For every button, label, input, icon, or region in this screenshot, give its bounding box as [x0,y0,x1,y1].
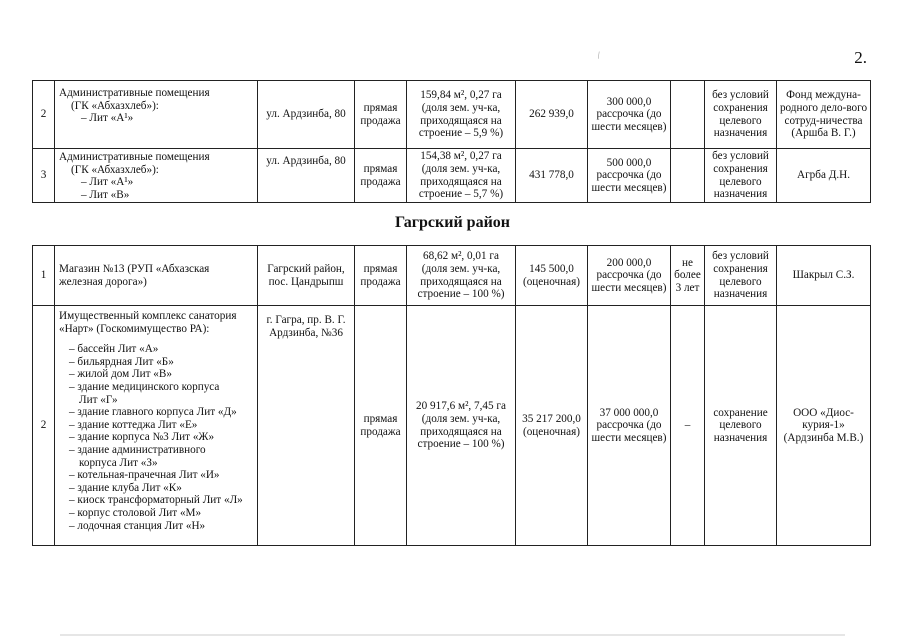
area-cell: 159,84 м², 0,27 га (доля зем. уч-ка, приходящаяся на строение – 5,9 %) [407,81,516,149]
term-cell [671,81,705,149]
method-cell: прямая продажа [355,81,407,149]
term-cell: не более 3 лет [671,246,705,306]
area-cell: 20 917,6 м², 7,45 га (доля зем. уч-ка, приходящаяся на строение – 100 %) [407,306,516,546]
price-cell: 262 939,0 [516,81,588,149]
price-cell: 431 778,0 [516,149,588,203]
object-cell [55,149,258,203]
object-line: «Нарт» (Госкомимущество РА): [59,322,210,335]
object-line: – Лит «В» [81,188,130,201]
object-line: Административные помещения [59,151,210,163]
conditions-cell: сохранение целевого назначения [705,306,777,546]
building-item: Лит «Г» [79,393,118,406]
object-line: (ГК «Абхазхлеб»): [71,99,159,112]
payment-cell: 200 000,0 рассрочка (до шести месяцев) [588,246,671,306]
payment-cell: 37 000 000,0 рассрочка (до шести месяцев) [588,306,671,546]
row-number: 2 [33,306,55,546]
price-cell: 145 500,0 (оценочная) [516,246,588,306]
object-line: Магазин №13 (РУП «Абхазская [59,262,210,275]
term-cell: – [671,306,705,546]
table-row [33,246,871,306]
object-line: (ГК «Абхазхлеб»): [71,163,159,176]
building-item: – лодочная станция Лит «Н» [69,519,206,532]
address-cell: г. Гагра, пр. В. Г. Ардзинба, №36 [258,306,355,546]
area-cell: 68,62 м², 0,01 га (доля зем. уч-ка, приходящаяся на строение – 100 %) [407,246,516,306]
payment-cell: 300 000,0 рассрочка (до шести месяцев) [588,81,671,149]
address-cell: ул. Ардзинба, 80 [258,81,355,149]
buyer-cell: Фонд междуна-родного дело-вого сотруд-ничества (Аршба В. Г.) [777,81,871,149]
object-cell [55,81,258,149]
building-item: – здание клуба Лит «К» [69,481,182,494]
address-cell: ул. Ардзинба, 80 [258,149,355,203]
object-line: – Лит «А¹» [81,112,134,125]
building-item: – здание административного [69,443,206,456]
object-cell [55,246,258,306]
address-cell: Гагрский район, пос. Цандрыпш [258,246,355,306]
table-row [33,149,871,203]
payment-cell: 500 000,0 рассрочка (до шести месяцев) [588,149,671,203]
row-number: 1 [33,246,55,306]
method-cell: прямая продажа [355,246,407,306]
scan-artifact [60,634,845,636]
building-item: – корпус столовой Лит «М» [69,506,202,519]
building-item: – бильярдная Лит «Б» [69,355,174,368]
buyer-cell: ООО «Диос-курия-1» (Ардзинба М.В.) [777,306,871,546]
price-cell: 35 217 200,0 (оценочная) [516,306,588,546]
conditions-cell: без условий сохранения целевого назначения [705,149,777,203]
building-item: корпуса Лит «З» [79,456,158,469]
building-item: – здание коттеджа Лит «Е» [69,418,198,431]
table-row [33,306,871,546]
buyer-cell: Шакрыл С.З. [777,246,871,306]
building-item: – бассейн Лит «А» [69,343,159,356]
conditions-cell: без условий сохранения целевого назначения [705,246,777,306]
table-row [33,81,871,149]
term-cell [671,149,705,203]
row-number: 2 [33,81,55,149]
page-number: 2. [854,48,867,67]
building-item: – здание главного корпуса Лит «Д» [69,406,237,419]
method-cell: прямая продажа [355,149,407,203]
row-number: 3 [33,149,55,203]
object-line: Административные помещения [59,87,210,99]
object-cell [55,306,258,546]
building-item: – здание медицинского корпуса [69,380,220,393]
pen-mark: ⁄ [595,50,602,60]
building-item: – жилой дом Лит «В» [69,368,172,381]
object-line: Имущественный комплекс санатория [59,310,237,322]
building-list [59,343,255,532]
method-cell: прямая продажа [355,306,407,546]
area-cell: 154,38 м², 0,27 га (доля зем. уч-ка, приходящаяся на строение – 5,7 %) [407,149,516,203]
object-line: железная дорога») [59,275,147,288]
building-item: – киоск трансформаторный Лит «Л» [69,494,243,507]
building-item: – котельная-прачечная Лит «И» [69,469,220,482]
property-table-gagra [32,245,871,546]
section-heading: Гагрский район [394,214,511,231]
building-item: – здание корпуса №3 Лит «Ж» [69,431,215,444]
property-table-sukhum [32,80,871,203]
object-line: – Лит «А¹» [81,176,134,189]
conditions-cell: без условий сохранения целевого назначения [705,81,777,149]
buyer-cell: Агрба Д.Н. [777,149,871,203]
